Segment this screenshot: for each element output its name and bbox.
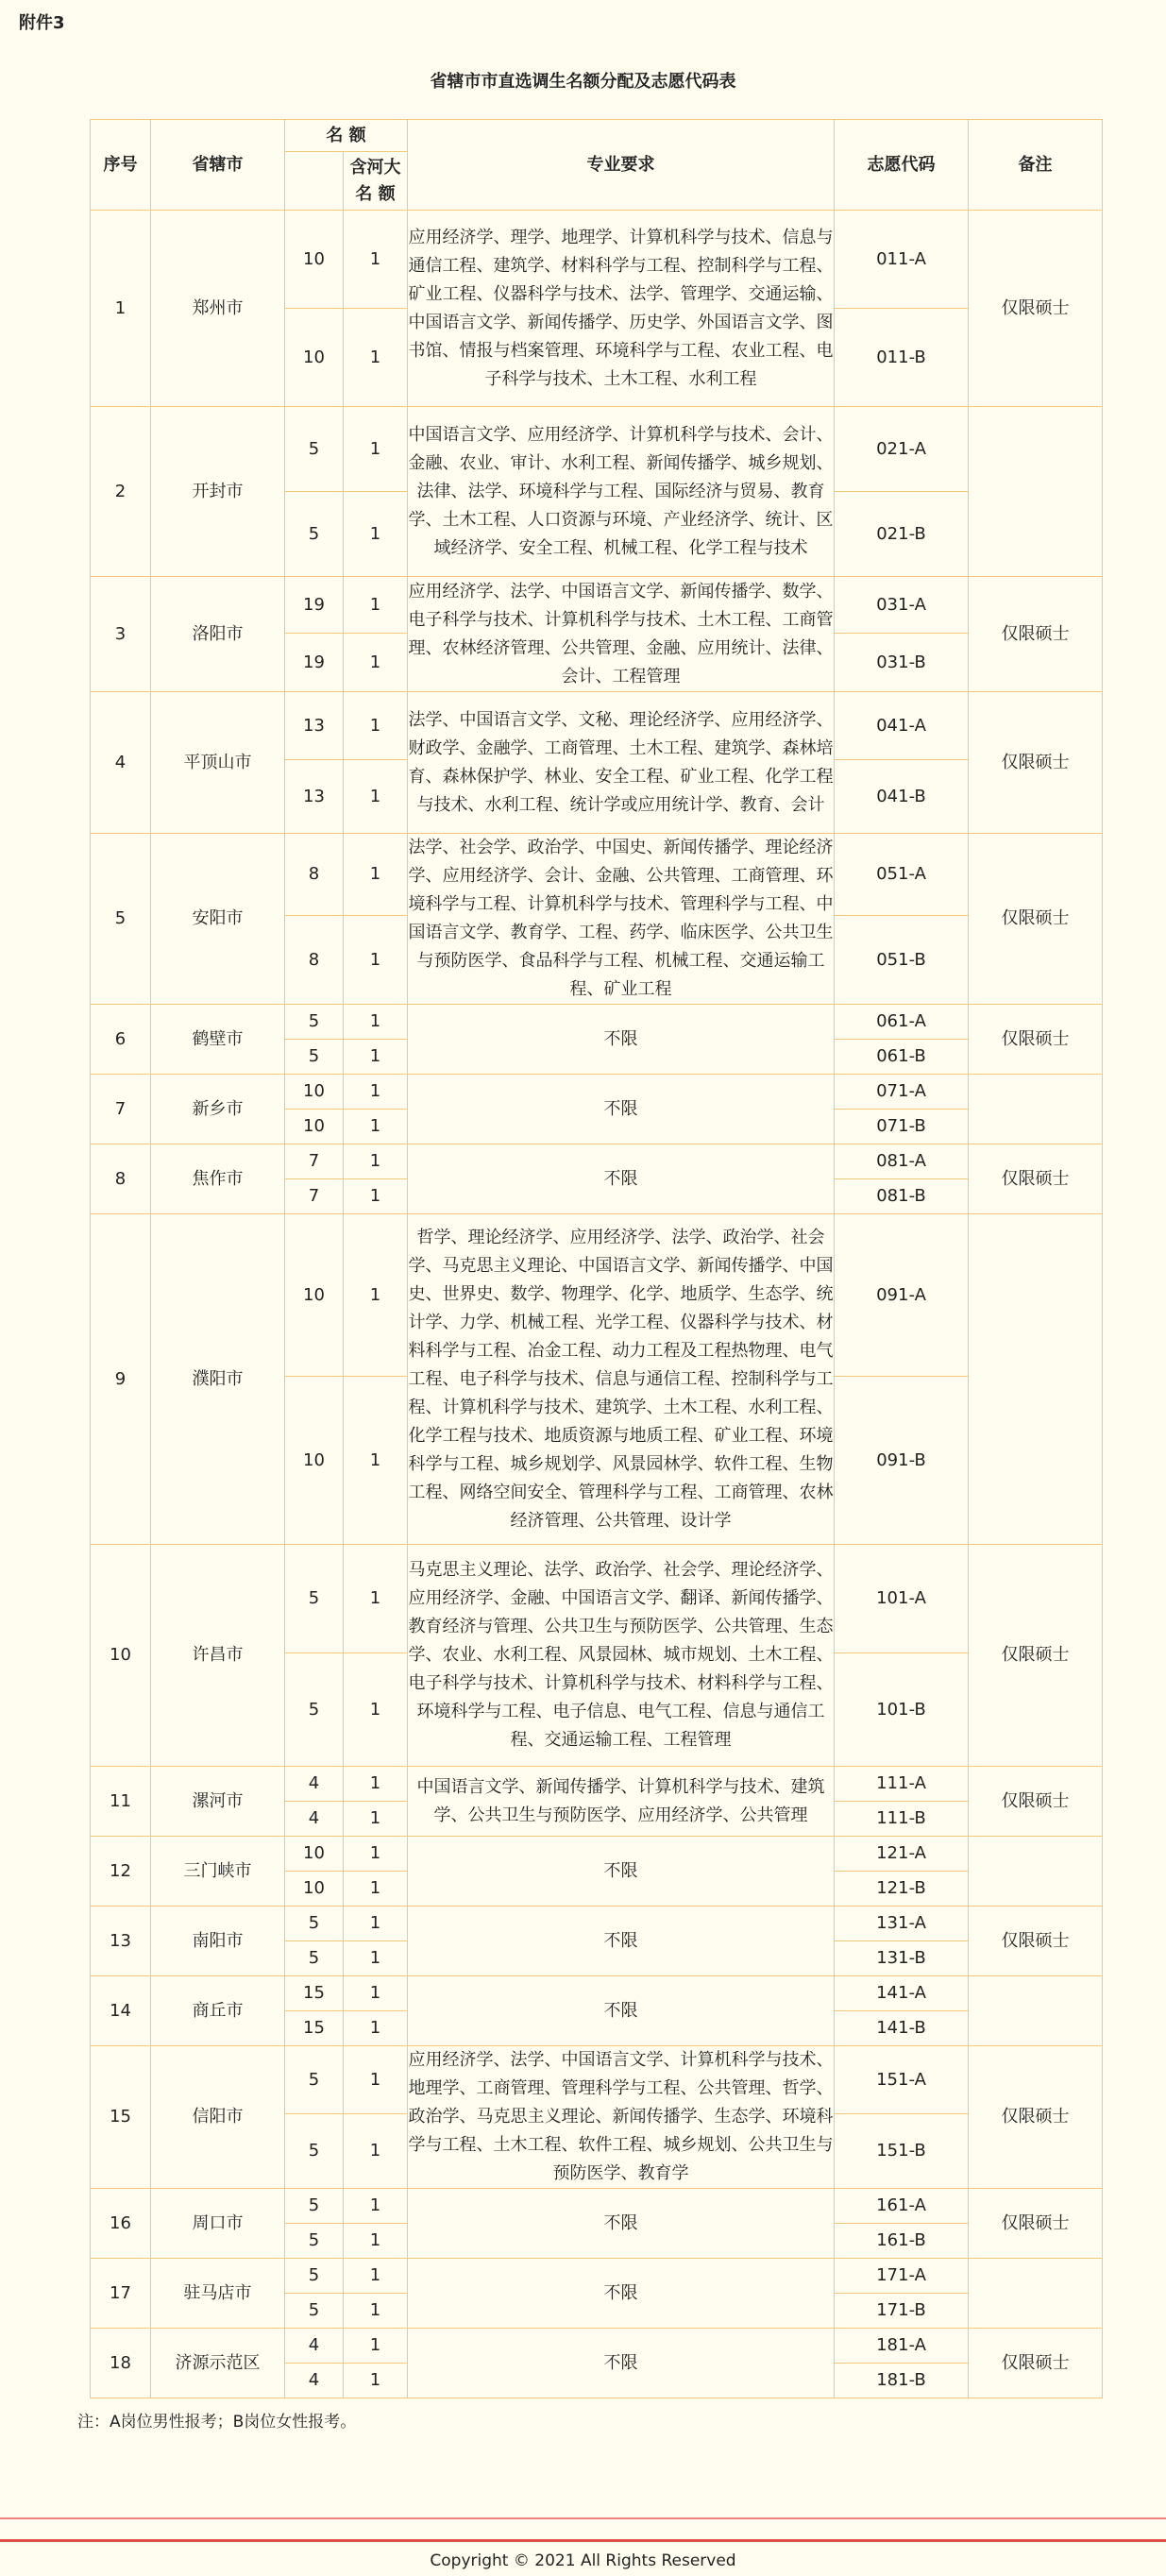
seq-cell: 17 — [91, 2259, 151, 2329]
quota-cell: 8 — [285, 916, 344, 1005]
quota-cell: 19 — [285, 577, 344, 634]
quota-he-cell: 1 — [344, 2046, 408, 2114]
table-row — [91, 1144, 1103, 1179]
code-cell: 081-B — [835, 1179, 969, 1214]
city-cell: 信阳市 — [151, 2046, 285, 2189]
page-title: 省辖市市直选调生名额分配及志愿代码表 — [430, 72, 736, 92]
city-cell: 安阳市 — [151, 834, 285, 1005]
code-cell: 061-B — [835, 1040, 969, 1075]
city-cell: 三门峡市 — [151, 1837, 285, 1907]
code-cell: 061-A — [835, 1005, 969, 1040]
city-cell: 周口市 — [151, 2189, 285, 2259]
quota-he-cell: 1 — [344, 211, 408, 309]
quota-he-cell: 1 — [344, 1802, 408, 1837]
quota-he-cell: 1 — [344, 2224, 408, 2259]
city-cell: 洛阳市 — [151, 577, 285, 692]
table-row — [91, 2329, 1103, 2364]
city-cell: 新乡市 — [151, 1075, 285, 1144]
major-cell: 不限 — [408, 2189, 835, 2259]
quota-he-cell: 1 — [344, 1767, 408, 1802]
quota-he-cell: 1 — [344, 1179, 408, 1214]
city-cell: 鹤壁市 — [151, 1005, 285, 1075]
remark-cell: 仅限硕士 — [969, 2329, 1103, 2398]
quota-he-cell: 1 — [344, 1545, 408, 1653]
major-cell: 不限 — [408, 1005, 835, 1075]
code-cell: 101-A — [835, 1545, 969, 1653]
major-cell: 哲学、理论经济学、应用经济学、法学、政治学、社会学、马克思主义理论、中国语言文学、新闻传播学、中国史、世界史、数学、物理学、化学、地质学、生态学、统计学、力学、机械工程、光学工程、仪器科学与技术、材料科学与工程、冶金工程、动力工程及工程热物理、电气工程、电子科学与技术、信息与通信工程、控制科学与工程、计算机科学与技术、建筑学、土木工程、水利工程、化学工程与技术、地质资源与地质工程、矿业工程、环境科学与工程、城乡规划学、风景园林学、软件工程、生物工程、网络空间安全、管理科学与工程、工商管理、农林经济管理、公共管理、设计学 — [408, 1214, 835, 1545]
quota-cell: 5 — [285, 2114, 344, 2189]
city-cell: 焦作市 — [151, 1144, 285, 1214]
quota-he-cell: 1 — [344, 1214, 408, 1377]
quota-he-cell: 1 — [344, 916, 408, 1005]
code-cell: 131-B — [835, 1941, 969, 1976]
seq-cell: 16 — [91, 2189, 151, 2259]
code-cell: 031-B — [835, 634, 969, 692]
seq-cell: 11 — [91, 1767, 151, 1837]
seq-cell: 7 — [91, 1075, 151, 1144]
quota-cell: 5 — [285, 407, 344, 492]
code-cell: 031-A — [835, 577, 969, 634]
table-row — [91, 1907, 1103, 1941]
seq-cell: 10 — [91, 1545, 151, 1767]
table-row — [91, 1214, 1103, 1377]
major-cell: 不限 — [408, 1144, 835, 1214]
table-row — [91, 1005, 1103, 1040]
quota-he-cell: 1 — [344, 1837, 408, 1872]
code-cell: 071-A — [835, 1075, 969, 1110]
city-cell: 许昌市 — [151, 1545, 285, 1767]
code-cell: 161-B — [835, 2224, 969, 2259]
quota-cell: 5 — [285, 1040, 344, 1075]
code-cell: 121-A — [835, 1837, 969, 1872]
quota-cell: 13 — [285, 692, 344, 760]
quota-he-cell: 1 — [344, 577, 408, 634]
quota-he-cell: 1 — [344, 1653, 408, 1767]
quota-he-cell: 1 — [344, 1040, 408, 1075]
remark-cell — [969, 1976, 1103, 2046]
quota-cell: 5 — [285, 2046, 344, 2114]
remark-cell: 仅限硕士 — [969, 1005, 1103, 1075]
code-cell: 141-B — [835, 2011, 969, 2046]
table-row — [91, 2259, 1103, 2294]
major-cell: 中国语言文学、应用经济学、计算机科学与技术、会计、金融、农业、审计、水利工程、新闻传播学、城乡规划、法律、法学、环境科学与工程、国际经济与贸易、教育学、土木工程、人口资源与环境、产业经济学、统计、区域经济学、安全工程、机械工程、化学工程与技术 — [408, 407, 835, 577]
city-cell: 平顶山市 — [151, 692, 285, 834]
quota-table — [90, 119, 1103, 2398]
quota-cell: 10 — [285, 1872, 344, 1907]
code-cell: 051-A — [835, 834, 969, 916]
major-cell: 不限 — [408, 1837, 835, 1907]
quota-he-cell: 1 — [344, 1144, 408, 1179]
remark-cell: 仅限硕士 — [969, 1545, 1103, 1767]
quota-he-cell: 1 — [344, 2011, 408, 2046]
code-cell: 171-A — [835, 2259, 969, 2294]
remark-cell: 仅限硕士 — [969, 1144, 1103, 1214]
seq-cell: 15 — [91, 2046, 151, 2189]
code-cell: 021-B — [835, 492, 969, 577]
seq-cell: 6 — [91, 1005, 151, 1075]
quota-he-cell: 1 — [344, 492, 408, 577]
major-cell: 法学、社会学、政治学、中国史、新闻传播学、理论经济学、应用经济学、会计、金融、公共管理、工商管理、环境科学与工程、计算机科学与技术、管理科学与工程、中国语言文学、教育学、工程、药学、临床医学、公共卫生与预防医学、食品科学与工程、机械工程、交通运输工程、矿业工程 — [408, 834, 835, 1005]
code-cell: 071-B — [835, 1110, 969, 1144]
seq-cell: 13 — [91, 1907, 151, 1976]
quota-cell: 5 — [285, 1005, 344, 1040]
quota-cell: 7 — [285, 1144, 344, 1179]
table-row — [91, 2189, 1103, 2224]
seq-cell: 18 — [91, 2329, 151, 2398]
quota-cell: 5 — [285, 1941, 344, 1976]
code-cell: 051-B — [835, 916, 969, 1005]
code-cell: 141-A — [835, 1976, 969, 2011]
remark-cell: 仅限硕士 — [969, 577, 1103, 692]
city-cell: 驻马店市 — [151, 2259, 285, 2329]
quota-cell: 4 — [285, 1802, 344, 1837]
quota-he-cell: 1 — [344, 2294, 408, 2329]
quota-cell: 10 — [285, 1377, 344, 1545]
quota-he-cell: 1 — [344, 1377, 408, 1545]
code-cell: 091-A — [835, 1214, 969, 1377]
copyright-text: Copyright © 2021 All Rights Reserved — [430, 2551, 736, 2570]
code-cell: 171-B — [835, 2294, 969, 2329]
quota-cell: 10 — [285, 1110, 344, 1144]
code-cell: 181-B — [835, 2364, 969, 2398]
code-cell: 151-A — [835, 2046, 969, 2114]
quota-he-cell: 1 — [344, 1907, 408, 1941]
quota-he-cell: 1 — [344, 2114, 408, 2189]
table-row — [91, 577, 1103, 634]
quota-he-cell: 1 — [344, 1075, 408, 1110]
footnote: 注：A岗位男性报考；B岗位女性报考。 — [77, 2413, 357, 2432]
header-city: 省辖市 — [151, 120, 285, 211]
major-cell: 应用经济学、法学、中国语言文学、计算机科学与技术、地理学、工商管理、管理科学与工程、公共管理、哲学、政治学、马克思主义理论、新闻传播学、生态学、环境科学与工程、土木工程、软件工程、城乡规划、公共卫生与预防医学、教育学 — [408, 2046, 835, 2189]
header-quota: 名 额 — [285, 120, 408, 152]
major-cell: 不限 — [408, 2259, 835, 2329]
remark-cell: 仅限硕士 — [969, 834, 1103, 1005]
quota-he-cell: 1 — [344, 834, 408, 916]
code-cell: 111-B — [835, 1802, 969, 1837]
quota-cell: 4 — [285, 2329, 344, 2364]
quota-he-cell: 1 — [344, 2364, 408, 2398]
quota-cell: 13 — [285, 760, 344, 834]
quota-cell: 15 — [285, 2011, 344, 2046]
remark-cell: 仅限硕士 — [969, 2189, 1103, 2259]
footer-divider — [0, 2517, 1166, 2519]
table-row — [91, 2046, 1103, 2114]
seq-cell: 1 — [91, 211, 151, 407]
header-seq: 序号 — [91, 120, 151, 211]
code-cell: 011-B — [835, 309, 969, 407]
quota-he-cell: 1 — [344, 760, 408, 834]
major-cell: 马克思主义理论、法学、政治学、社会学、理论经济学、应用经济学、金融、中国语言文学、翻译、新闻传播学、教育经济与管理、公共卫生与预防医学、公共管理、生态学、农业、水利工程、风景园林、城市规划、土木工程、电子科学与技术、计算机科学与技术、材料科学与工程、环境科学与工程、电子信息、电气工程、信息与通信工程、交通运输工程、工程管理 — [408, 1545, 835, 1767]
quota-cell: 10 — [285, 309, 344, 407]
quota-cell: 4 — [285, 1767, 344, 1802]
seq-cell: 12 — [91, 1837, 151, 1907]
quota-cell: 8 — [285, 834, 344, 916]
city-cell: 南阳市 — [151, 1907, 285, 1976]
major-cell: 法学、中国语言文学、文秘、理论经济学、应用经济学、财政学、金融学、工商管理、土木工程、建筑学、森林培育、森林保护学、林业、安全工程、矿业工程、化学工程与技术、水利工程、统计学或应用统计学、教育、会计 — [408, 692, 835, 834]
city-cell: 开封市 — [151, 407, 285, 577]
quota-he-cell: 1 — [344, 309, 408, 407]
code-cell: 121-B — [835, 1872, 969, 1907]
quota-cell: 5 — [285, 1653, 344, 1767]
quota-he-cell: 1 — [344, 1005, 408, 1040]
remark-cell — [969, 1214, 1103, 1545]
table-row — [91, 692, 1103, 760]
quota-he-cell: 1 — [344, 1110, 408, 1144]
table-row — [91, 1976, 1103, 2011]
seq-cell: 3 — [91, 577, 151, 692]
remark-cell: 仅限硕士 — [969, 2046, 1103, 2189]
seq-cell: 14 — [91, 1976, 151, 2046]
quota-cell: 5 — [285, 1545, 344, 1653]
code-cell: 161-A — [835, 2189, 969, 2224]
major-cell: 不限 — [408, 1907, 835, 1976]
code-cell: 041-A — [835, 692, 969, 760]
major-cell: 中国语言文学、新闻传播学、计算机科学与技术、建筑学、公共卫生与预防医学、应用经济学、公共管理 — [408, 1767, 835, 1837]
footer-divider-bold — [0, 2539, 1166, 2542]
city-cell: 济源示范区 — [151, 2329, 285, 2398]
major-cell: 不限 — [408, 2329, 835, 2398]
seq-cell: 8 — [91, 1144, 151, 1214]
header-remark: 备注 — [969, 120, 1103, 211]
code-cell: 041-B — [835, 760, 969, 834]
quota-cell: 5 — [285, 2259, 344, 2294]
code-cell: 181-A — [835, 2329, 969, 2364]
table-row — [91, 1545, 1103, 1653]
table-row — [91, 834, 1103, 916]
header-quota-he: 含河大名 额 — [344, 152, 408, 211]
header-code: 志愿代码 — [835, 120, 969, 211]
remark-cell: 仅限硕士 — [969, 211, 1103, 407]
remark-cell — [969, 1075, 1103, 1144]
quota-he-cell: 1 — [344, 1941, 408, 1976]
city-cell: 商丘市 — [151, 1976, 285, 2046]
quota-he-cell: 1 — [344, 1976, 408, 2011]
remark-cell — [969, 1837, 1103, 1907]
quota-cell: 7 — [285, 1179, 344, 1214]
remark-cell — [969, 407, 1103, 577]
quota-cell: 5 — [285, 2189, 344, 2224]
major-cell: 应用经济学、法学、中国语言文学、新闻传播学、数学、电子科学与技术、计算机科学与技术、土木工程、工商管理、农林经济管理、公共管理、金融、应用统计、法律、会计、工程管理 — [408, 577, 835, 692]
code-cell: 081-A — [835, 1144, 969, 1179]
header-major: 专业要求 — [408, 120, 835, 211]
code-cell: 101-B — [835, 1653, 969, 1767]
quota-he-cell: 1 — [344, 692, 408, 760]
city-cell: 漯河市 — [151, 1767, 285, 1837]
quota-cell: 10 — [285, 1214, 344, 1377]
quota-he-cell: 1 — [344, 634, 408, 692]
quota-he-cell: 1 — [344, 1872, 408, 1907]
attachment-label: 附件3 — [19, 13, 65, 33]
seq-cell: 4 — [91, 692, 151, 834]
quota-he-cell: 1 — [344, 2329, 408, 2364]
code-cell: 021-A — [835, 407, 969, 492]
remark-cell: 仅限硕士 — [969, 1907, 1103, 1976]
quota-cell: 5 — [285, 492, 344, 577]
table-row — [91, 1837, 1103, 1872]
seq-cell: 2 — [91, 407, 151, 577]
major-cell: 不限 — [408, 1976, 835, 2046]
seq-cell: 9 — [91, 1214, 151, 1545]
seq-cell: 5 — [91, 834, 151, 1005]
quota-cell: 15 — [285, 1976, 344, 2011]
quota-he-cell: 1 — [344, 2189, 408, 2224]
quota-cell: 19 — [285, 634, 344, 692]
remark-cell: 仅限硕士 — [969, 692, 1103, 834]
major-cell: 应用经济学、理学、地理学、计算机科学与技术、信息与通信工程、建筑学、材料科学与工程、控制科学与工程、矿业工程、仪器科学与技术、法学、管理学、交通运输、中国语言文学、新闻传播学、历史学、外国语言文学、图书馆、情报与档案管理、环境科学与工程、农业工程、电子科学与技术、土木工程、水利工程 — [408, 211, 835, 407]
city-cell: 濮阳市 — [151, 1214, 285, 1545]
major-cell: 不限 — [408, 1075, 835, 1144]
quota-cell: 4 — [285, 2364, 344, 2398]
code-cell: 091-B — [835, 1377, 969, 1545]
quota-cell: 10 — [285, 1075, 344, 1110]
table-row — [91, 1075, 1103, 1110]
quota-cell: 5 — [285, 2294, 344, 2329]
quota-cell: 10 — [285, 211, 344, 309]
quota-cell: 10 — [285, 1837, 344, 1872]
remark-cell: 仅限硕士 — [969, 1767, 1103, 1837]
quota-cell: 5 — [285, 2224, 344, 2259]
table-row — [91, 1767, 1103, 1802]
table-row — [91, 211, 1103, 309]
quota-he-cell: 1 — [344, 407, 408, 492]
code-cell: 111-A — [835, 1767, 969, 1802]
quota-cell: 5 — [285, 1907, 344, 1941]
code-cell: 131-A — [835, 1907, 969, 1941]
table-row — [91, 407, 1103, 492]
quota-he-cell: 1 — [344, 2259, 408, 2294]
city-cell: 郑州市 — [151, 211, 285, 407]
code-cell: 011-A — [835, 211, 969, 309]
remark-cell — [969, 2259, 1103, 2329]
code-cell: 151-B — [835, 2114, 969, 2189]
